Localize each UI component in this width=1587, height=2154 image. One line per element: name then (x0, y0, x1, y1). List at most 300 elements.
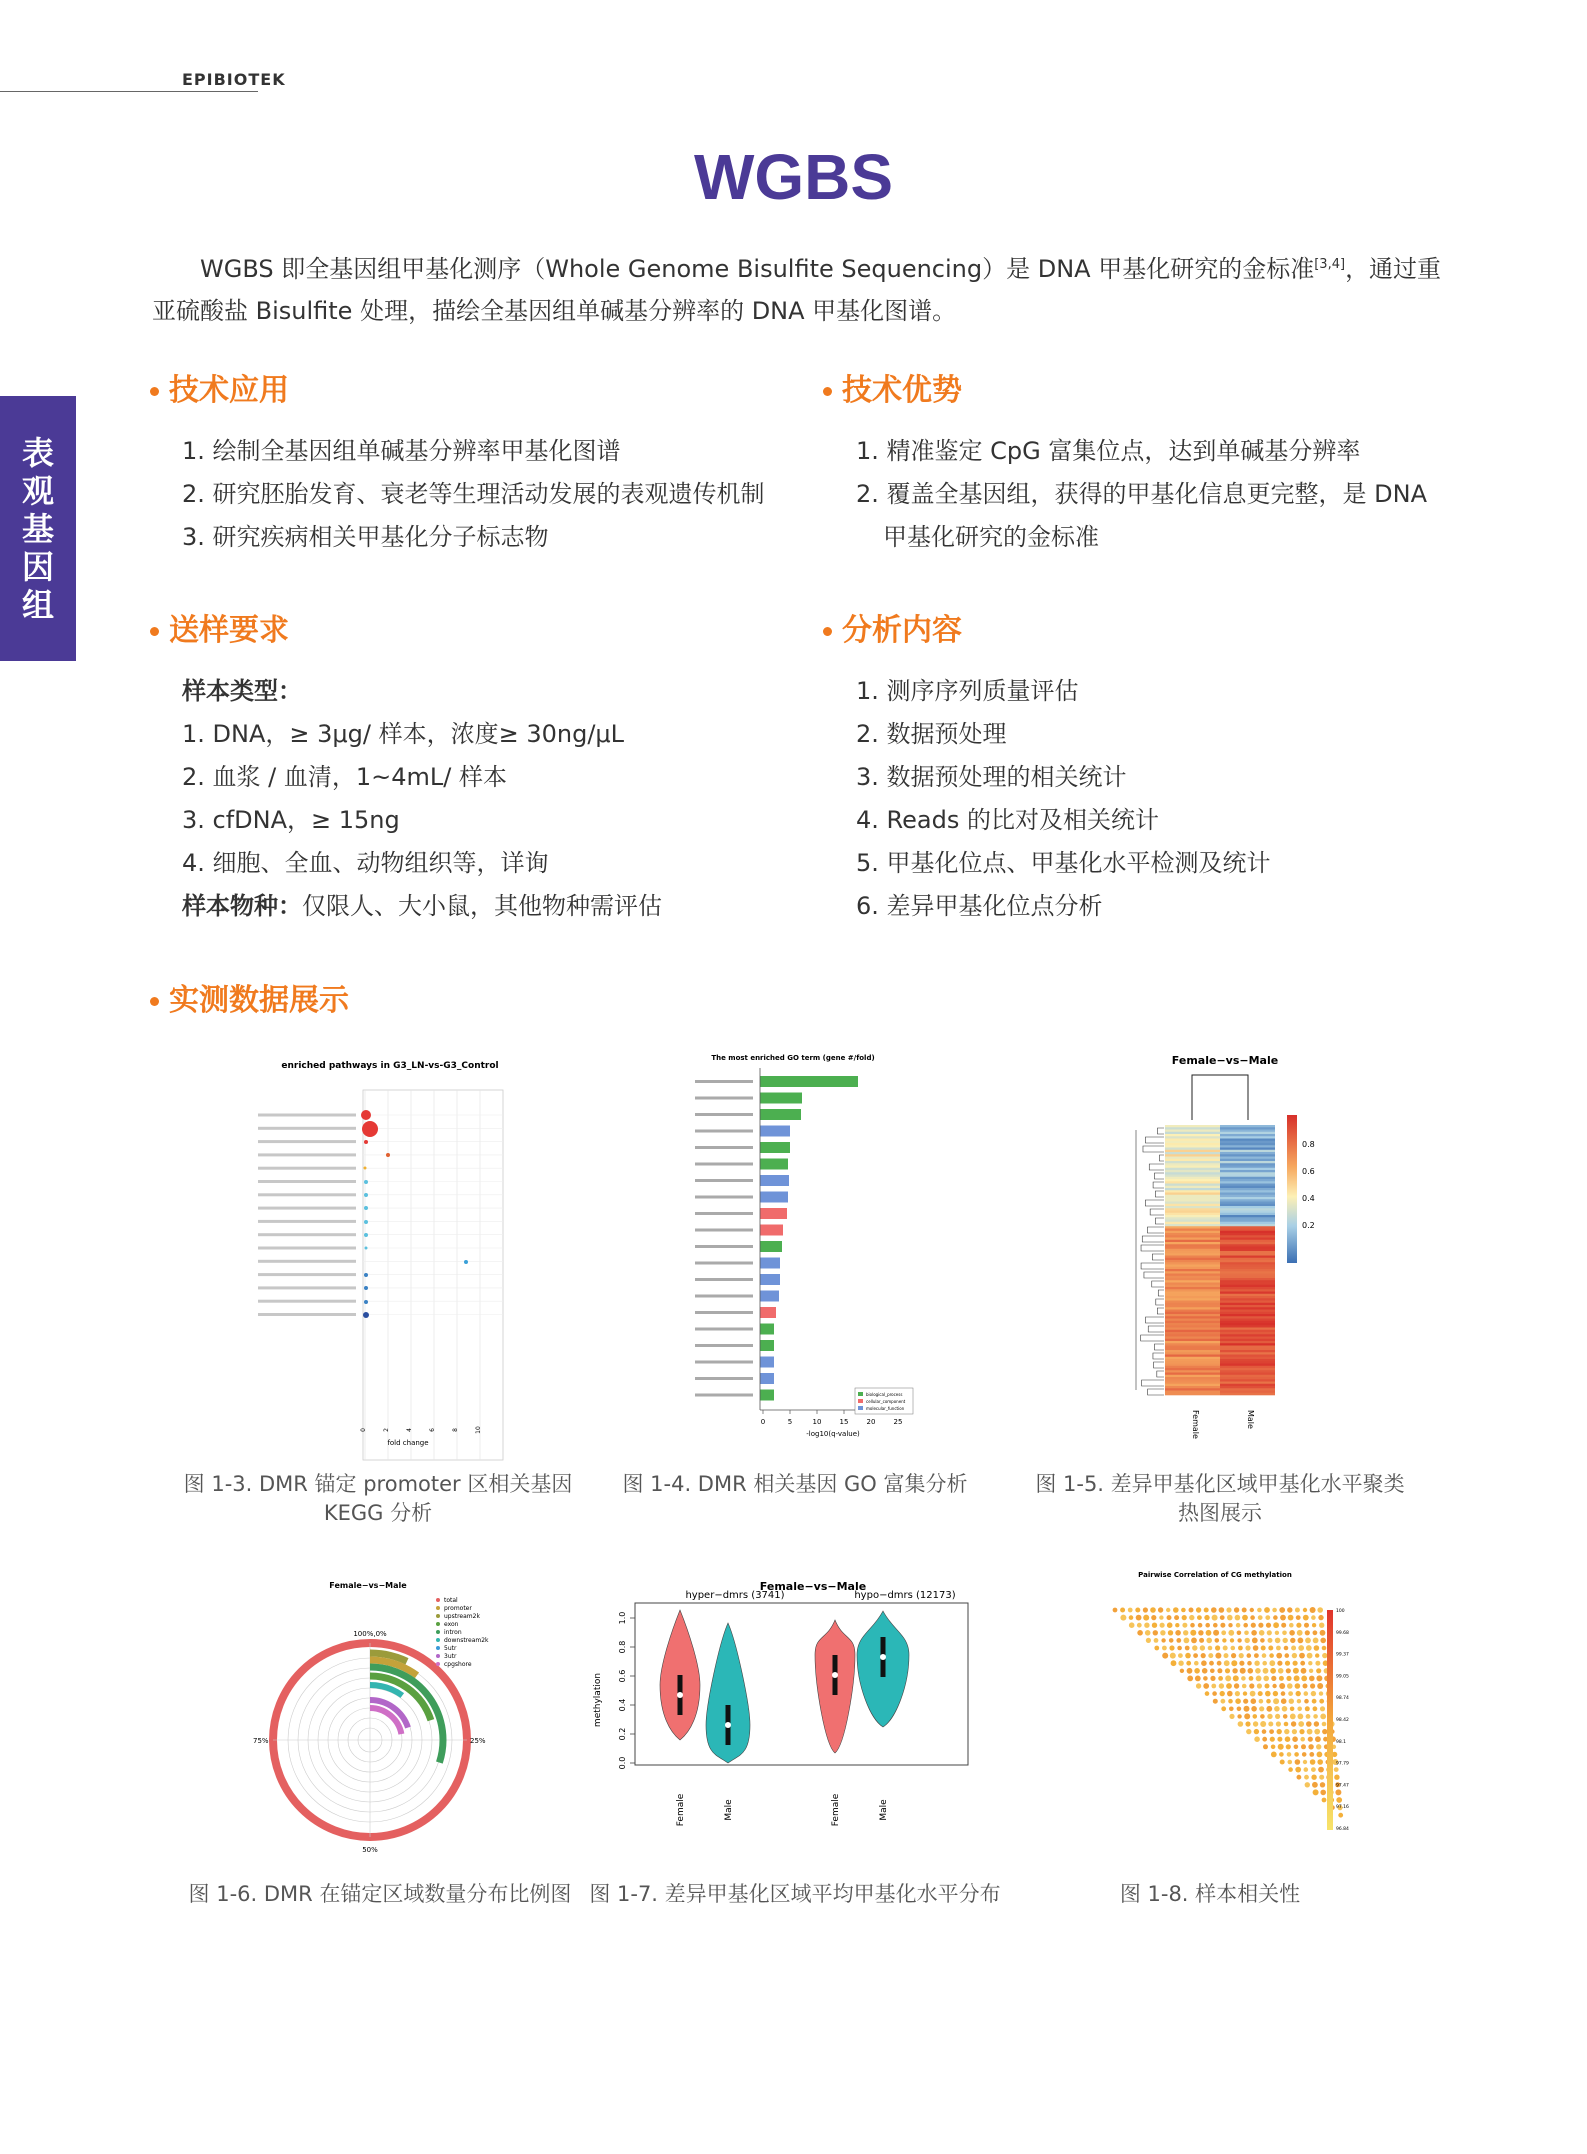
heatmap-cell (1165, 1368, 1220, 1371)
heatmap-cell (1220, 1175, 1275, 1178)
corr-dot (1260, 1638, 1265, 1643)
heatmap-cell (1165, 1242, 1220, 1245)
corr-dot (1225, 1668, 1230, 1673)
corr-dot (1314, 1721, 1319, 1726)
go-title: The most enriched GO term (gene #/fold) (711, 1054, 875, 1062)
go-bar (760, 1241, 782, 1252)
corr-dot (1296, 1623, 1301, 1628)
dendrogram-branch (1155, 1191, 1164, 1197)
tick-label: 8 (452, 1428, 459, 1432)
heatmap-cell (1220, 1352, 1275, 1355)
corr-dot (1287, 1683, 1293, 1689)
heatmap-cell (1165, 1391, 1220, 1394)
corr-dot (1313, 1638, 1319, 1644)
corr-dot (1251, 1623, 1256, 1628)
heatmap-cell (1165, 1249, 1220, 1252)
scale-tick: 97.16 (1336, 1805, 1349, 1811)
side-tab-char: 观 (21, 471, 54, 510)
scale-tick: 0.8 (1302, 1140, 1315, 1149)
dendrogram-branch (1142, 1380, 1164, 1386)
violin-xlabels (676, 1793, 889, 1826)
heatmap-cell (1220, 1310, 1275, 1313)
section-heading-showcase (150, 975, 349, 1019)
corr-dot (1309, 1669, 1313, 1673)
dendrogram-branch (1157, 1128, 1164, 1134)
corr-dot (1291, 1721, 1296, 1726)
go-bar (760, 1324, 774, 1335)
corr-dot (1237, 1714, 1241, 1718)
corr-dot (1205, 1623, 1210, 1628)
corr-dot (1334, 1775, 1339, 1780)
heatmap-cell (1220, 1197, 1275, 1200)
corr-dot (1120, 1608, 1125, 1613)
side-tab-char: 基 (21, 509, 54, 548)
corr-dot (1265, 1615, 1270, 1620)
corr-dot (1242, 1608, 1247, 1613)
corr-dot (1264, 1607, 1270, 1613)
heatmap-cell (1165, 1220, 1220, 1223)
row-label-placeholder (258, 1233, 356, 1236)
go-bar (760, 1076, 858, 1087)
tick-label: 2 (383, 1428, 390, 1432)
heatmap-cell (1220, 1157, 1275, 1160)
heatmap-cell (1220, 1267, 1275, 1270)
tick-label: 0.6 (618, 1669, 627, 1683)
legend-dot (436, 1630, 440, 1634)
go-bar (760, 1307, 776, 1318)
corr-dot (1242, 1615, 1248, 1621)
tick-label: 20 (866, 1418, 876, 1426)
heatmap-cell (1220, 1208, 1275, 1211)
heatmap-row-dendrogram (1136, 1128, 1164, 1395)
corr-dot (1217, 1668, 1222, 1673)
kegg-dot (464, 1260, 468, 1264)
corr-dot (1298, 1721, 1304, 1727)
tick-label: 1.0 (618, 1611, 627, 1625)
heatmap-cell (1165, 1361, 1220, 1364)
heatmap-cell (1220, 1334, 1275, 1337)
violin-yticks (618, 1612, 635, 1770)
legend-swatch-mf (858, 1406, 863, 1410)
legend-swatch-cc (858, 1399, 863, 1403)
row-label-placeholder (695, 1328, 753, 1331)
corr-dot (1310, 1607, 1316, 1613)
heatmap-cell (1165, 1377, 1220, 1380)
corr-dot (1251, 1698, 1257, 1704)
scale-tick: 98.42 (1336, 1718, 1349, 1723)
corr-dot (1308, 1661, 1312, 1665)
heatmap-cell (1165, 1256, 1220, 1259)
corr-dot (1271, 1745, 1276, 1750)
kegg-dots (361, 1110, 468, 1318)
corr-dot (1232, 1668, 1237, 1673)
go-bar (760, 1357, 774, 1368)
heatmap-cell (1220, 1206, 1275, 1209)
violin-figure (585, 1575, 985, 1840)
corr-dot (1290, 1707, 1295, 1712)
corr-dot (1316, 1675, 1322, 1681)
corr-dot (1310, 1759, 1316, 1765)
heatmap-cell (1220, 1139, 1275, 1142)
corr-dot (1273, 1691, 1278, 1696)
corr-dot (1154, 1646, 1159, 1651)
heatmap-cell (1165, 1269, 1220, 1272)
corr-dot (1215, 1653, 1221, 1659)
tick-label: 0 (360, 1428, 367, 1432)
corr-dot (1273, 1615, 1278, 1620)
corr-dot (1304, 1699, 1309, 1704)
go-figure (655, 1048, 925, 1448)
corr-dot (1308, 1744, 1313, 1749)
tick-label: 5 (787, 1418, 793, 1426)
section-title: 技术应用 (169, 373, 289, 408)
heatmap-cell (1165, 1193, 1220, 1196)
heatmap-cell (1165, 1310, 1220, 1313)
corr-dot (1289, 1623, 1294, 1628)
heatmap-cell (1165, 1350, 1220, 1353)
heatmap-cell (1165, 1240, 1220, 1243)
heatmap-cell (1165, 1321, 1220, 1324)
heatmap-cell (1220, 1388, 1275, 1391)
corr-dot (1210, 1669, 1215, 1674)
heatmap-cell (1220, 1339, 1275, 1342)
heatmap-cell (1220, 1314, 1275, 1317)
kegg-plot-frame (363, 1090, 503, 1460)
heatmap-cell (1165, 1179, 1220, 1182)
corr-dot (1286, 1676, 1291, 1681)
row-label-placeholder (258, 1153, 356, 1156)
corr-dot (1137, 1623, 1142, 1628)
heatmap-cell (1165, 1312, 1220, 1315)
heatmap-cell (1220, 1370, 1275, 1373)
scale-tick: 97.47 (1336, 1783, 1349, 1789)
heatmap-cell (1220, 1220, 1275, 1223)
heatmap-cell (1220, 1256, 1275, 1259)
dendrogram-branch (1158, 1290, 1164, 1296)
corr-dot (1245, 1645, 1250, 1650)
go-bar (760, 1142, 790, 1153)
kegg-dot (364, 1233, 368, 1237)
dendrogram-branch (1153, 1353, 1164, 1359)
dendrogram-branch (1141, 1245, 1164, 1251)
row-label-placeholder (695, 1278, 753, 1281)
corr-dot (1198, 1630, 1203, 1635)
corr-dot (1322, 1722, 1327, 1727)
heatmap-cell (1165, 1208, 1220, 1211)
corr-dot (1233, 1675, 1239, 1681)
corr-dot (1319, 1623, 1324, 1628)
kegg-dot (364, 1180, 368, 1184)
kegg-dot (364, 1140, 368, 1144)
heatmap-cell (1165, 1366, 1220, 1369)
corr-dot (1220, 1623, 1225, 1628)
corr-dot (1298, 1714, 1304, 1720)
corr-dot (1175, 1623, 1179, 1627)
heatmap-cell (1165, 1170, 1220, 1173)
heatmap-cell (1220, 1127, 1275, 1130)
corr-dot (1277, 1661, 1282, 1666)
corr-dot (1295, 1683, 1301, 1689)
corr-dot (1182, 1623, 1187, 1628)
corr-dot (1228, 1623, 1232, 1627)
kegg-dot (386, 1153, 390, 1157)
dendrogram-branch (1149, 1164, 1164, 1170)
corr-dot (1145, 1630, 1151, 1636)
corr-dot (1208, 1653, 1213, 1658)
corr-dot (1135, 1608, 1140, 1613)
row-label-placeholder (695, 1146, 753, 1149)
legend-label: downstream2k (444, 1637, 489, 1644)
heatmap-cell (1220, 1350, 1275, 1353)
corr-dot (1296, 1691, 1301, 1696)
corr-title: Pairwise Correlation of CG methylation (1138, 1571, 1292, 1579)
tick-label: 0.2 (618, 1727, 627, 1741)
heatmap-cell (1220, 1195, 1275, 1198)
corr-dot (1193, 1653, 1198, 1658)
section-title: 分析内容 (842, 613, 962, 648)
dendrogram-branch (1148, 1326, 1164, 1332)
corr-dot (1279, 1683, 1285, 1689)
heatmap-cell (1220, 1276, 1275, 1279)
heatmap-cell (1165, 1127, 1220, 1130)
radial-legend (436, 1597, 489, 1668)
corr-dot (1237, 1707, 1242, 1712)
corr-dot (1200, 1645, 1205, 1650)
corr-dot (1245, 1721, 1250, 1726)
heatmap-cell (1220, 1145, 1275, 1148)
corr-dot (1229, 1707, 1234, 1712)
corr-dot (1305, 1782, 1310, 1787)
heatmap-figure (1130, 1050, 1330, 1450)
corr-dot (1129, 1622, 1135, 1628)
bullet-dot-icon (150, 997, 159, 1006)
legend-label: exon (444, 1621, 459, 1628)
corr-dot (1174, 1615, 1179, 1620)
tick-label: 4 (406, 1428, 413, 1432)
row-label-placeholder (258, 1127, 356, 1130)
corr-dot (1248, 1668, 1254, 1674)
go-bar (760, 1225, 783, 1236)
go-bar (760, 1175, 789, 1186)
corr-dot (1306, 1721, 1312, 1727)
row-label-placeholder (258, 1260, 356, 1263)
legend-label: biological_process (866, 1392, 903, 1397)
heatmap-cell (1220, 1231, 1275, 1234)
corr-dot (1257, 1608, 1262, 1613)
legend-dot (436, 1606, 440, 1610)
corr-dot (1322, 1798, 1327, 1803)
row-label-placeholder (695, 1245, 753, 1248)
violin-median (880, 1654, 886, 1660)
caption-line: 图 1-4. DMR 相关基因 GO 富集分析 (622, 1472, 968, 1496)
corr-chart (1065, 1565, 1349, 1865)
corr-dot (1177, 1646, 1182, 1651)
corr-dot (1247, 1661, 1252, 1666)
dendrogram-branch (1154, 1344, 1164, 1350)
scale-tick: 0.2 (1302, 1221, 1315, 1230)
corr-dot (1170, 1653, 1176, 1659)
corr-dot (1273, 1622, 1279, 1628)
heatmap-cell (1220, 1262, 1275, 1265)
corr-dot (1285, 1653, 1290, 1658)
heatmap-cell (1165, 1206, 1220, 1209)
corr-dot (1254, 1653, 1259, 1658)
corr-dot (1236, 1623, 1241, 1628)
heatmap-cell (1165, 1166, 1220, 1169)
heatmap-cell (1165, 1289, 1220, 1292)
heatmap-cell (1165, 1211, 1220, 1214)
corr-dot (1186, 1661, 1191, 1666)
corr-dot (1228, 1699, 1233, 1704)
heatmap-cell (1220, 1202, 1275, 1205)
corr-dot (1247, 1653, 1252, 1658)
kegg-dot (362, 1121, 378, 1137)
corr-figure (1065, 1565, 1349, 1865)
corr-dot (1254, 1729, 1259, 1734)
heatmap-cell (1220, 1179, 1275, 1182)
heatmap-cell (1165, 1370, 1220, 1373)
heatmap-cell (1165, 1132, 1220, 1135)
kegg-dot (364, 1167, 367, 1170)
heatmap-cell (1220, 1260, 1275, 1263)
heatmap-cell (1220, 1204, 1275, 1207)
corr-dot (1270, 1668, 1276, 1674)
section-title: 技术优势 (842, 373, 962, 408)
heatmap-cell (1220, 1238, 1275, 1241)
kegg-dot (364, 1206, 368, 1210)
heatmap-cell (1165, 1222, 1220, 1225)
violin-median (832, 1672, 838, 1678)
corr-dot (1206, 1630, 1212, 1636)
heatmap-cell (1220, 1364, 1275, 1367)
corr-dot (1303, 1608, 1307, 1612)
corr-dot (1278, 1744, 1284, 1750)
corr-dot (1152, 1623, 1157, 1628)
go-chart (655, 1048, 925, 1448)
corr-dot (1239, 1661, 1244, 1666)
corr-dot (1146, 1638, 1151, 1643)
list-item: 3. 研究疾病相关甲基化分子标志物 (182, 523, 549, 551)
corr-dot (1169, 1638, 1174, 1643)
header-rule (0, 91, 258, 92)
corr-dot (1245, 1638, 1250, 1643)
corr-dot (1235, 1698, 1241, 1704)
row-label-placeholder (258, 1286, 356, 1289)
heatmap-cell (1165, 1307, 1220, 1310)
corr-dot (1294, 1745, 1299, 1750)
heatmap-cell (1220, 1251, 1275, 1254)
corr-dot (1237, 1631, 1242, 1636)
heatmap-cell (1165, 1258, 1220, 1261)
side-tab-char: 表 (21, 433, 54, 472)
corr-dot (1282, 1631, 1287, 1636)
corr-dot (1322, 1729, 1327, 1734)
heatmap-cell (1220, 1170, 1275, 1173)
row-label-placeholder (695, 1130, 753, 1133)
heatmap-col-label: Male (1246, 1410, 1255, 1429)
corr-dot (1304, 1767, 1309, 1772)
row-label-placeholder (695, 1212, 753, 1215)
radial-figure (245, 1570, 535, 1870)
corr-dot (1272, 1608, 1277, 1613)
corr-dot (1317, 1683, 1323, 1689)
legend-label: cpgshore (444, 1661, 472, 1668)
advantage-list (856, 430, 1427, 559)
violin-left-label: hyper−dmrs (3741) (685, 1590, 785, 1601)
heatmap-cell (1220, 1391, 1275, 1394)
corr-dot (1162, 1653, 1168, 1659)
corr-dot (1309, 1752, 1314, 1757)
corr-dot (1256, 1676, 1262, 1682)
corr-dot (1226, 1607, 1231, 1612)
corr-dot (1279, 1676, 1284, 1681)
corr-dot (1289, 1630, 1295, 1636)
kegg-dot (364, 1286, 368, 1290)
caption-fig-1-4 (600, 1470, 990, 1499)
corr-dot (1128, 1608, 1133, 1613)
corr-dot (1238, 1646, 1243, 1651)
dendrogram-branch (1145, 1200, 1164, 1206)
list-item: 1. 测序序列质量评估 (856, 677, 1079, 705)
corr-scale-bar (1327, 1610, 1333, 1830)
corr-dot (1249, 1683, 1254, 1688)
list-item: 3. cfDNA，≥ 15ng (182, 806, 400, 834)
heatmap-cell (1165, 1337, 1220, 1340)
dendrogram-branch (1144, 1272, 1164, 1278)
corr-dot (1308, 1737, 1313, 1742)
dendrogram-branch (1157, 1308, 1164, 1314)
heatmap-cell (1165, 1296, 1220, 1299)
corr-dot (1136, 1615, 1142, 1621)
heatmap-cell (1165, 1379, 1220, 1382)
violin-right-label: hypo−dmrs (12173) (854, 1590, 956, 1601)
legend-label: total (444, 1597, 458, 1604)
heatmap-cell (1220, 1384, 1275, 1387)
corr-dot (1201, 1660, 1207, 1666)
corr-dot (1284, 1729, 1289, 1734)
go-bar (760, 1390, 774, 1401)
heatmap-cell (1220, 1143, 1275, 1146)
heatmap-cell (1165, 1382, 1220, 1385)
radial-title: Female−vs−Male (329, 1581, 407, 1590)
heatmap-cell (1165, 1181, 1220, 1184)
corr-dot (1267, 1714, 1272, 1719)
heatmap-cell (1165, 1373, 1220, 1376)
corr-dot (1150, 1607, 1156, 1613)
heatmap-cell (1165, 1346, 1220, 1349)
heatmap-cell (1220, 1154, 1275, 1157)
violin-median (725, 1722, 731, 1728)
corr-dot (1231, 1660, 1237, 1666)
scale-tick: 99.37 (1336, 1652, 1349, 1658)
legend-dot (436, 1662, 440, 1666)
heatmap-cell (1220, 1330, 1275, 1333)
side-tab (0, 396, 76, 661)
corr-dot (1224, 1660, 1230, 1666)
corr-dot (1268, 1646, 1273, 1651)
corr-dot (1285, 1661, 1290, 1666)
corr-dot (1153, 1630, 1158, 1635)
corr-dot (1287, 1752, 1292, 1757)
corr-dot (1202, 1668, 1208, 1674)
heatmap-cell (1165, 1323, 1220, 1326)
corr-dot (1292, 1736, 1298, 1742)
heatmap-cell (1165, 1359, 1220, 1362)
corr-dot (1178, 1653, 1183, 1658)
heatmap-cell (1165, 1334, 1220, 1337)
violin-title: Female−vs−Male (759, 1580, 867, 1593)
corr-dot (1277, 1729, 1282, 1734)
